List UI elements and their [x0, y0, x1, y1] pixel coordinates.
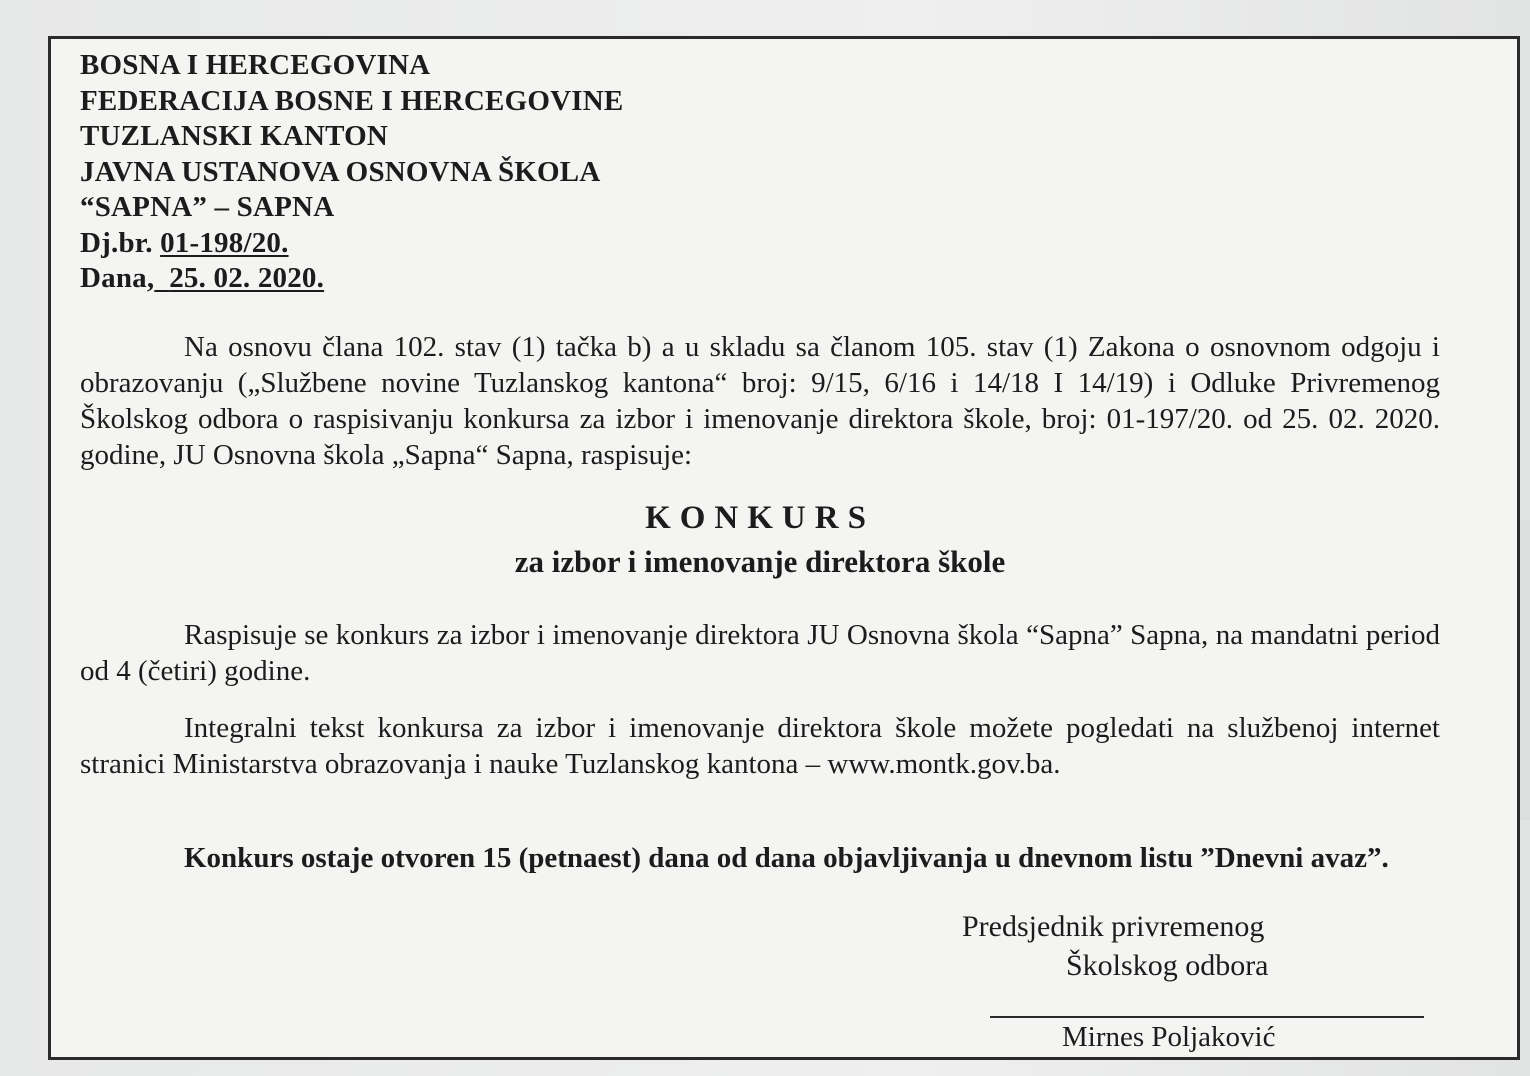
paragraph-announcement — [80, 617, 1440, 689]
document-header — [80, 48, 623, 297]
header-federation: FEDERACIJA BOSNE I HERCEGOVINE — [80, 84, 624, 117]
header-country: BOSNA I HERCEGOVINA — [80, 49, 431, 81]
reference-number-row — [80, 226, 623, 262]
signature-title-line1: Predsjednik privremenog — [962, 910, 1265, 943]
reference-label: Dj.br. — [80, 226, 153, 259]
signatory-name: Mirnes Poljaković — [1062, 1021, 1276, 1053]
header-canton: TUZLANSKI KANTON — [80, 120, 389, 152]
date-label: Dana, — [80, 262, 155, 294]
announcement-text: Raspisuje se konkurs za izbor i imenovanje direktora JU Osnovna škola “Sapna” Sapna, na mandatni period od 4 (četiri) godine. — [80, 619, 1440, 687]
intro-text: Na osnovu člana 102. stav (1) tačka b) a u skladu sa članom 105. stav (1) Zakona o osnovnom odgoju i obrazovanju („Službene novine Tuzlanskog kantona“ broj: 9/15, 6/16 i 14/18 I 14/19) i Odluke Privremenog Školskog odbora o raspisivanju konkursa za izbor i imenovanje direktora škole, broj: 01-197/20. od 25. 02. 2020. godine, JU Osnovna škola „Sapna“ Sapna, raspisuje: — [80, 331, 1440, 471]
header-school-name: “SAPNA” – SAPNA — [80, 191, 335, 223]
date-value: 25. 02. 2020. — [169, 262, 325, 294]
date-row — [80, 261, 623, 297]
integral-text: Integralni tekst konkursa za izbor i imenovanje direktora škole možete pogledati na službenoj internet stranici Ministarstva obrazovanja i nauke Tuzlanskog kantona – www.montk.gov.ba. — [80, 712, 1440, 780]
header-institution: JAVNA USTANOVA OSNOVNA ŠKOLA — [80, 155, 601, 188]
deadline-text: Konkurs ostaje otvoren 15 (petnaest) dana od dana objavljivanja u dnevnom listu ”Dnevni avaz”. — [184, 842, 1389, 874]
intro-paragraph — [80, 329, 1440, 473]
signature-title-line2: Školskog odbora — [1066, 949, 1269, 982]
paragraph-integral-text — [80, 710, 1440, 782]
signature-line — [990, 1016, 1424, 1018]
reference-number: 01-198/20. — [160, 226, 289, 259]
document-title: KONKURS — [645, 500, 875, 536]
paragraph-deadline — [80, 840, 1440, 876]
date-value-underlined — [154, 262, 324, 294]
document-subtitle: za izbor i imenovanje direktora škole — [514, 544, 1006, 579]
